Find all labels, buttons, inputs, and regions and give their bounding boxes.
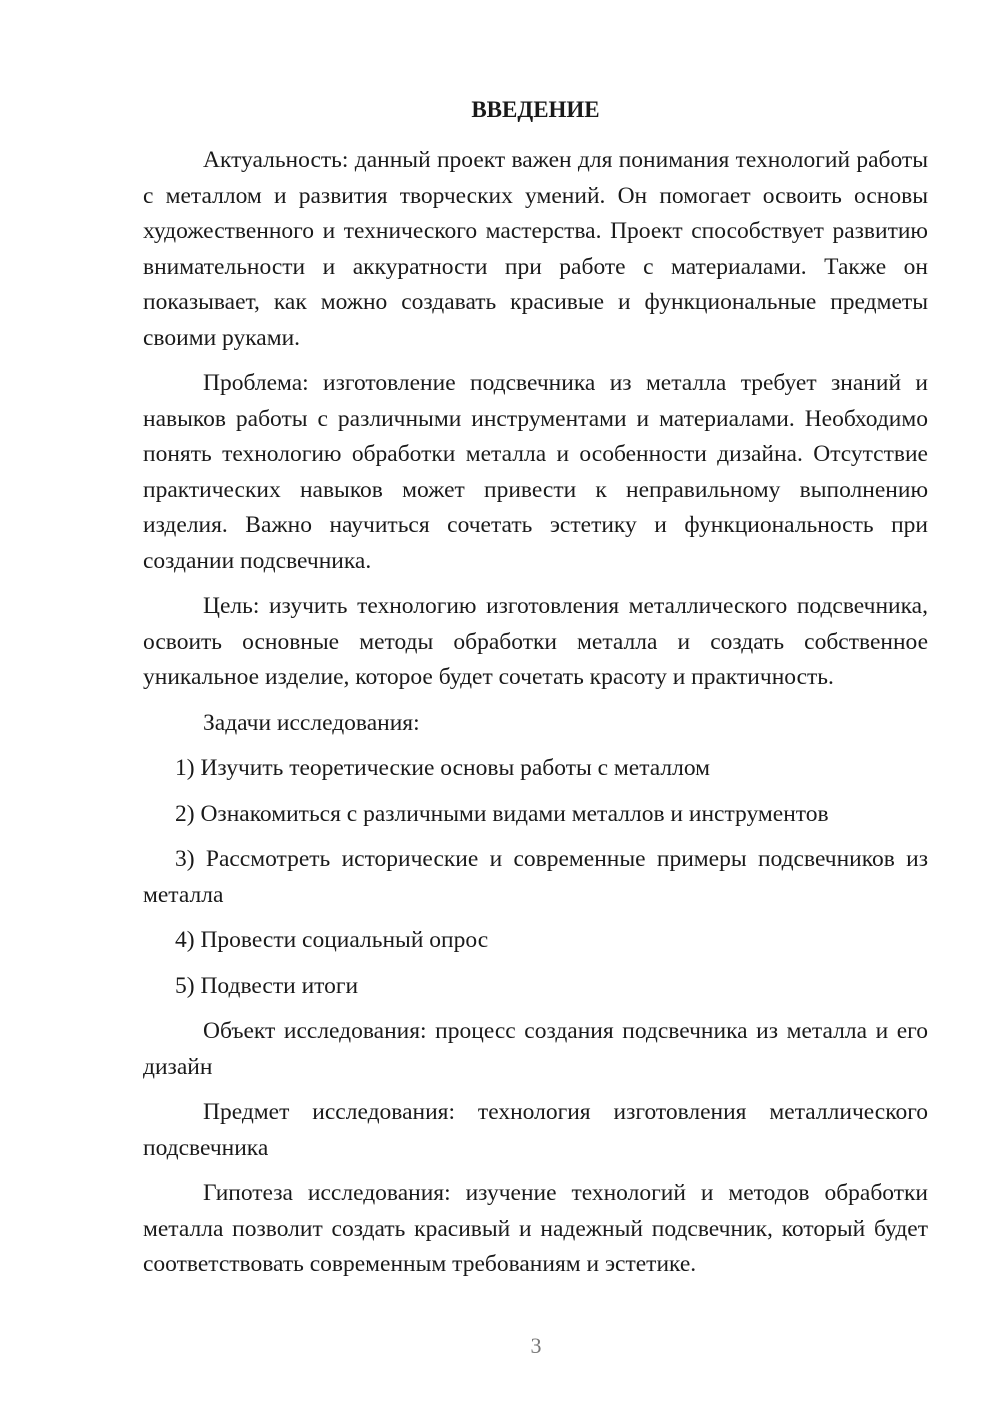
goal-paragraph: Цель: изучить технологию изготовления металлического подсвечника, освоить основные методы обработки металла и создать собственное уникальное изделие, которое будет сочетать красоту и практичность. xyxy=(143,593,928,690)
task-item: 2) Ознакомиться с различными видами металлов и инструментов xyxy=(175,800,829,827)
task-item: 4) Провести социальный опрос xyxy=(175,927,489,953)
relevance-paragraph: Актуальность: данный проект важен для понимания технологий работы с металлом и развития творческих умений. Он помогает освоить основы художественного и технического мастерства. Проект способствует развитию внимательности и аккуратности при работе с материалами. Также он показывает, как можно создавать красивые и функциональные предметы своими руками. xyxy=(143,147,928,351)
page-number: 3 xyxy=(530,1333,542,1358)
page-title: ВВЕДЕНИЕ xyxy=(471,97,600,122)
subject-paragraph: Предмет исследования: технология изготовления металлического подсвечника xyxy=(143,1099,928,1161)
task-item: 5) Подвести итоги xyxy=(175,972,359,999)
task-item: 1) Изучить теоретические основы работы с металлом xyxy=(175,755,711,781)
tasks-heading: Задачи исследования: xyxy=(203,709,420,736)
task-item: 3) Рассмотреть исторические и современные примеры подсвечников из металла xyxy=(143,846,928,908)
object-paragraph: Объект исследования: процесс создания подсвечника из металла и его дизайн xyxy=(143,1018,928,1080)
page-content xyxy=(143,92,928,1293)
problem-paragraph: Проблема: изготовление подсвечника из металла требует знаний и навыков работы с различными инструментами и материалами. Необходимо понять технологию обработки металла и особенности дизайна. Отсутствие практических навыков может привести к неправильному выполнению изделия. Важно научиться сочетать эстетику и функциональность при создании подсвечника. xyxy=(143,370,928,574)
hypothesis-paragraph: Гипотеза исследования: изучение технологий и методов обработки металла позволит создать красивый и надежный подсвечник, который будет соответствовать современным требованиям и эстетике. xyxy=(143,1180,928,1277)
